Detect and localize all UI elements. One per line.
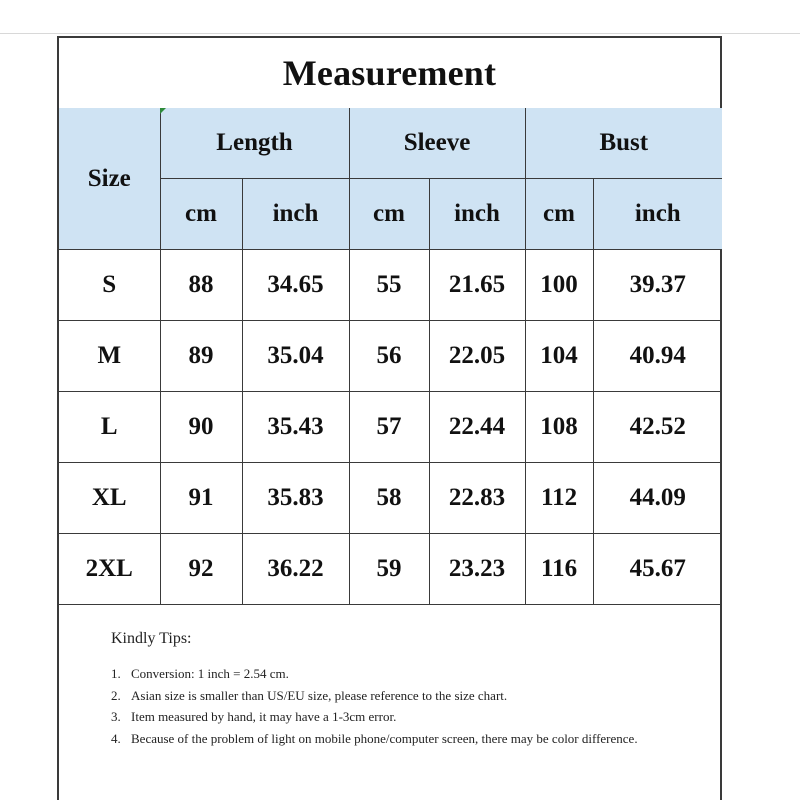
tip-text: Asian size is smaller than US/EU size, please reference to the size chart.: [131, 687, 508, 703]
list-item: [111, 663, 671, 685]
size-cell: XL: [59, 463, 160, 534]
value-cell: 112: [525, 463, 593, 534]
size-cell: 2XL: [59, 534, 160, 605]
bust-header: Bust: [525, 108, 722, 179]
value-cell: 116: [525, 534, 593, 605]
unit-header: inch: [242, 179, 349, 250]
size-header: Size: [59, 108, 160, 250]
list-item: [111, 728, 671, 750]
value-cell: 40.94: [593, 321, 722, 392]
value-cell: 100: [525, 250, 593, 321]
tip-number: 4.: [111, 730, 121, 746]
measurement-table: [59, 108, 722, 605]
value-cell: 36.22: [242, 534, 349, 605]
length-header: Length: [160, 108, 349, 179]
top-divider: [0, 33, 800, 34]
tip-number: 2.: [111, 687, 121, 703]
value-cell: 58: [349, 463, 429, 534]
kindly-tips: [111, 630, 671, 749]
value-cell: 56: [349, 321, 429, 392]
value-cell: 92: [160, 534, 242, 605]
size-chart: [57, 36, 722, 800]
table-row: [59, 392, 722, 463]
unit-header: cm: [525, 179, 593, 250]
value-cell: 22.44: [429, 392, 525, 463]
value-cell: 35.04: [242, 321, 349, 392]
unit-header: inch: [593, 179, 722, 250]
tip-text: Item measured by hand, it may have a 1-3cm error.: [131, 709, 397, 724]
value-cell: 42.52: [593, 392, 722, 463]
value-cell: 57: [349, 392, 429, 463]
value-cell: 35.83: [242, 463, 349, 534]
unit-header: cm: [160, 179, 242, 250]
tip-number: 3.: [111, 709, 121, 724]
value-cell: 39.37: [593, 250, 722, 321]
size-cell: S: [59, 250, 160, 321]
table-row: [59, 321, 722, 392]
unit-header: cm: [349, 179, 429, 250]
value-cell: 90: [160, 392, 242, 463]
size-cell: M: [59, 321, 160, 392]
sleeve-header: Sleeve: [349, 108, 525, 179]
value-cell: 23.23: [429, 534, 525, 605]
value-cell: 55: [349, 250, 429, 321]
table-row: [59, 463, 722, 534]
value-cell: 108: [525, 392, 593, 463]
value-cell: 59: [349, 534, 429, 605]
tips-list: [111, 663, 671, 749]
unit-header: inch: [429, 179, 525, 250]
tip-number: 1.: [111, 666, 121, 681]
value-cell: 88: [160, 250, 242, 321]
value-cell: 34.65: [242, 250, 349, 321]
value-cell: 104: [525, 321, 593, 392]
size-cell: L: [59, 392, 160, 463]
chart-title: Measurement: [282, 53, 497, 93]
tip-text: Because of the problem of light on mobile phone/computer screen, there may be color difference.: [131, 730, 638, 746]
table-row: [59, 250, 722, 321]
cell-corner-marker: [160, 108, 166, 114]
value-cell: 44.09: [593, 463, 722, 534]
list-item: [111, 685, 671, 707]
value-cell: 22.83: [429, 463, 525, 534]
group-header-row: [59, 108, 722, 179]
tip-text: Conversion: 1 inch = 2.54 cm.: [131, 666, 289, 681]
list-item: [111, 706, 671, 728]
value-cell: 35.43: [242, 392, 349, 463]
value-cell: 22.05: [429, 321, 525, 392]
value-cell: 89: [160, 321, 242, 392]
value-cell: 91: [160, 463, 242, 534]
value-cell: 21.65: [429, 250, 525, 321]
table-row: [59, 534, 722, 605]
tips-title: Kindly Tips:: [111, 630, 192, 647]
value-cell: 45.67: [593, 534, 722, 605]
